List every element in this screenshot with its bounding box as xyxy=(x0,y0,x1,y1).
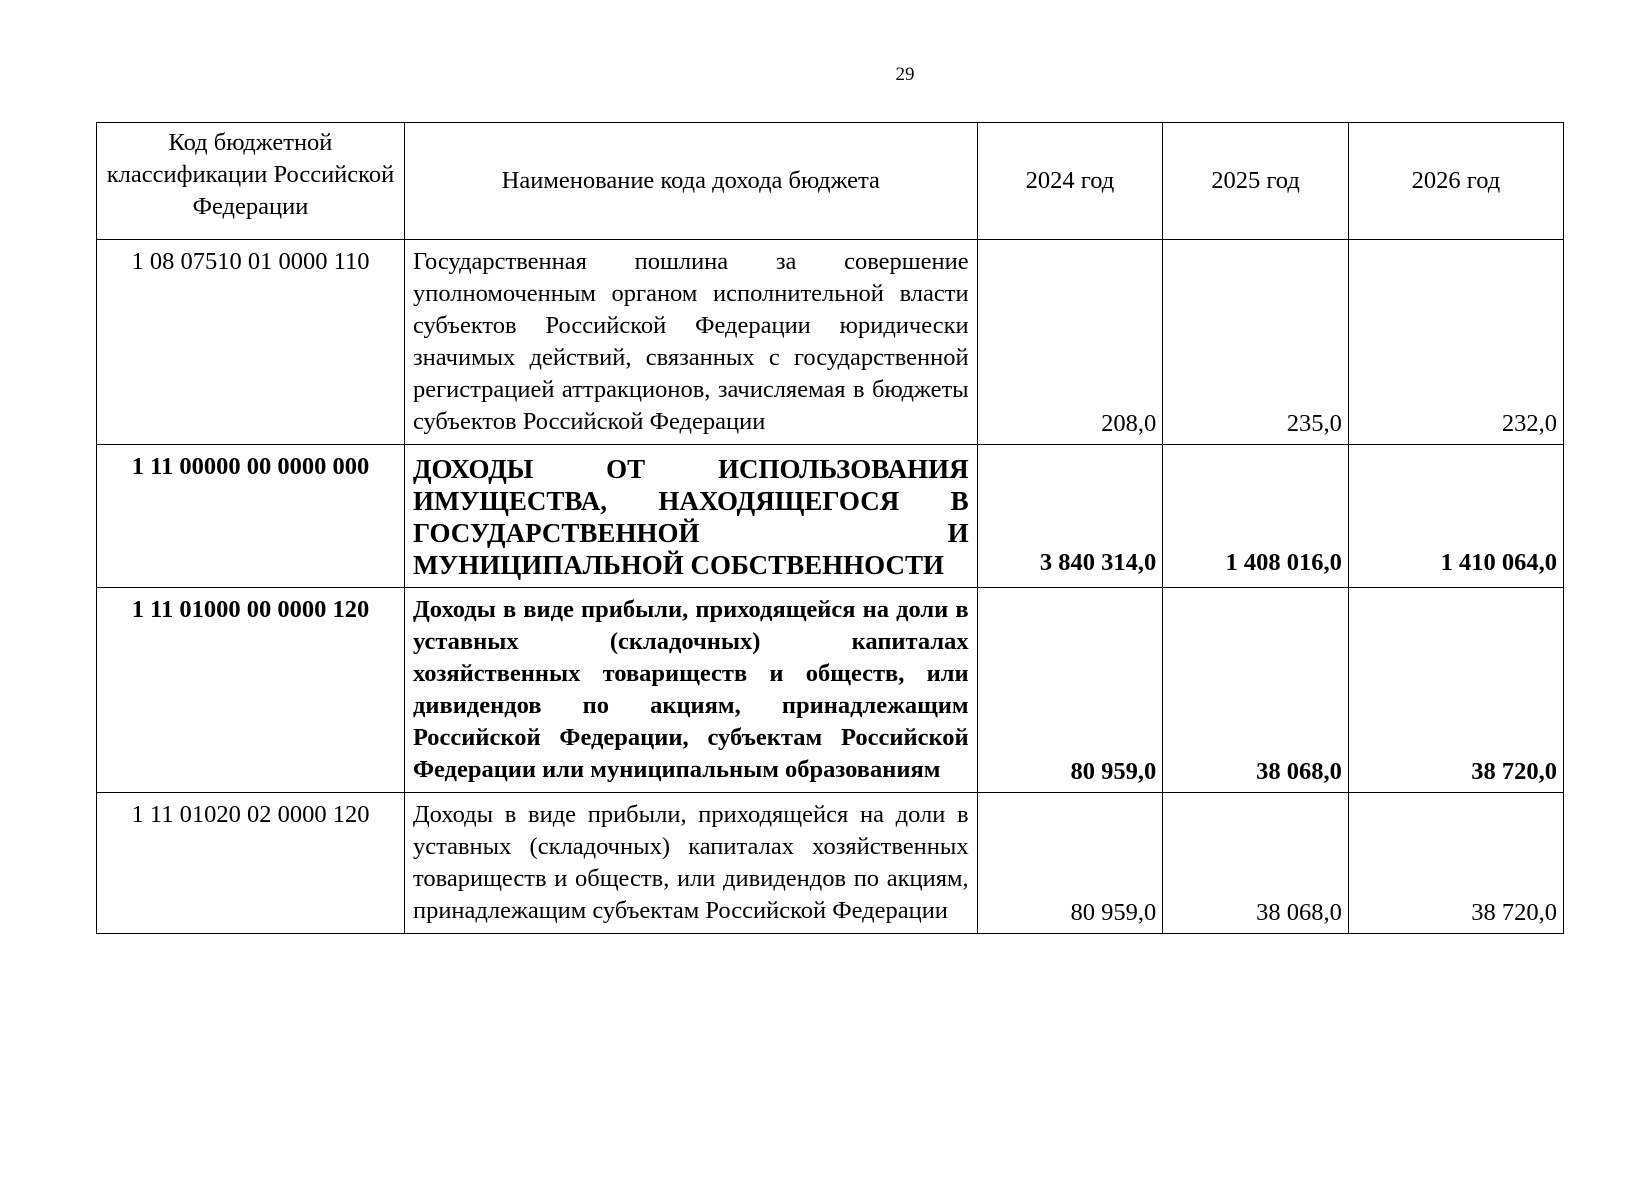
page-number: 29 xyxy=(895,64,915,85)
cell-2024: 3 840 314,0 xyxy=(977,445,1163,588)
header-code: Код бюджетной классификации Российской Федерации xyxy=(97,123,405,240)
cell-name: Доходы в виде прибыли, приходящейся на доли в уставных (складочных) капиталах хозяйственных товариществ и обществ, или дивидендов по акциям, принадлежащим субъектам Российской Федерации xyxy=(404,793,977,934)
cell-2026: 1 410 064,0 xyxy=(1348,445,1563,588)
cell-2025: 38 068,0 xyxy=(1163,793,1349,934)
cell-2026: 38 720,0 xyxy=(1348,793,1563,934)
table-row xyxy=(97,588,1564,793)
cell-2025: 235,0 xyxy=(1163,240,1349,445)
header-name: Наименование кода дохода бюджета xyxy=(404,123,977,240)
cell-name: Доходы в виде прибыли, приходящейся на доли в уставных (складочных) капиталах хозяйственных товариществ и обществ, или дивидендов по акциям, принадлежащим Российской Федерации, субъектам Российской Федерации или муниципальным образованиям xyxy=(404,588,977,793)
table-row xyxy=(97,240,1564,445)
cell-2026: 38 720,0 xyxy=(1348,588,1563,793)
cell-name: ДОХОДЫ ОТ ИСПОЛЬЗОВАНИЯ ИМУЩЕСТВА, НАХОДЯЩЕГОСЯ В ГОСУДАРСТВЕННОЙ И МУНИЦИПАЛЬНОЙ СОБСТВЕННОСТИ xyxy=(404,445,977,588)
cell-code: 1 11 01020 02 0000 120 xyxy=(97,793,405,934)
cell-code: 1 08 07510 01 0000 110 xyxy=(97,240,405,445)
table-row xyxy=(97,445,1564,588)
budget-revenue-table xyxy=(96,122,1564,934)
cell-2024: 80 959,0 xyxy=(977,588,1163,793)
cell-2025: 1 408 016,0 xyxy=(1163,445,1349,588)
header-2025: 2025 год xyxy=(1163,123,1349,240)
cell-name: Государственная пошлина за совершение уполномоченным органом исполнительной власти субъектов Российской Федерации юридически значимых действий, связанных с государственной регистрацией аттракционов, зачисляемая в бюджеты субъектов Российской Федерации xyxy=(404,240,977,445)
cell-2026: 232,0 xyxy=(1348,240,1563,445)
table-header-row xyxy=(97,123,1564,240)
header-2026: 2026 год xyxy=(1348,123,1563,240)
cell-code: 1 11 00000 00 0000 000 xyxy=(97,445,405,588)
cell-2024: 80 959,0 xyxy=(977,793,1163,934)
cell-2025: 38 068,0 xyxy=(1163,588,1349,793)
header-2024: 2024 год xyxy=(977,123,1163,240)
table-row xyxy=(97,793,1564,934)
cell-2024: 208,0 xyxy=(977,240,1163,445)
cell-code: 1 11 01000 00 0000 120 xyxy=(97,588,405,793)
